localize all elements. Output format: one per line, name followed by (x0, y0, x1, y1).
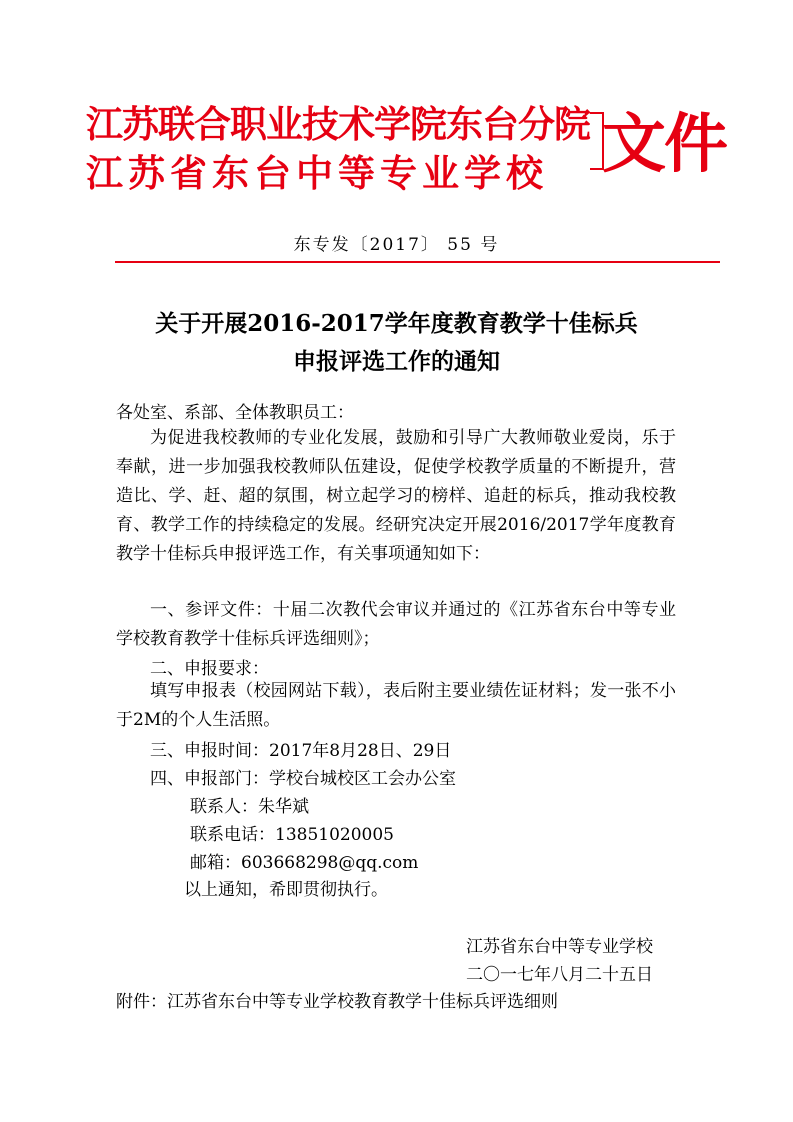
item-3: 三、申报时间：2017年8月28日、29日 (150, 741, 452, 761)
salutation: 各处室、系部、全体教职员工： (116, 403, 354, 423)
attachment-note: 附件：江苏省东台中等专业学校教育教学十佳标兵评选细则 (116, 992, 558, 1012)
document-number: 东专发〔2017〕 55 号 (293, 235, 500, 255)
contact-email[interactable]: 邮箱：603668298@qq.com (190, 853, 419, 873)
intro-paragraph: 为促进我校教师的专业化发展，鼓励和引导广大教师敬业爱岗，乐于奉献，进一步加强我校教师队伍建设，促使学校教学质量的不断提升，营造比、学、赶、超的氛围，树立起学习的榜样、追赶的标兵，推动我校教育、教学工作的持续稳定的发展。经研究决定开展2016/2017学年度教育教学十佳标兵申报评选工作，有关事项通知如下： (116, 428, 676, 564)
title-line-1: 关于开展2016-2017学年度教育教学十佳标兵 (155, 310, 638, 337)
header-line-2: 江苏省东台中等专业学校 (86, 151, 548, 195)
item-2-heading: 二、申报要求： (150, 659, 269, 679)
red-divider (115, 261, 720, 263)
signature-date: 二〇一七年八月二十五日 (466, 965, 653, 985)
header-wenjian: 文件 (602, 107, 726, 182)
title-line-2: 申报评选工作的通知 (293, 348, 500, 375)
contact-person: 联系人：朱华斌 (190, 797, 309, 817)
item-4: 四、申报部门：学校台城校区工会办公室 (150, 769, 456, 789)
contact-phone: 联系电话：13851020005 (190, 825, 394, 845)
signature-org: 江苏省东台中等专业学校 (466, 937, 653, 957)
item-1: 一、参评文件：十届二次教代会审议并通过的《江苏省东台中等专业学校教育教学十佳标兵评选细则》； (116, 600, 676, 649)
closing-line: 以上通知，希即贯彻执行。 (184, 880, 388, 900)
header-line-1: 江苏联合职业技术学院东台分院 (86, 102, 590, 146)
item-2-text: 填写申报表（校园网站下载），表后附主要业绩佐证材料；发一张不小于2M的个人生活照。 (116, 681, 676, 730)
